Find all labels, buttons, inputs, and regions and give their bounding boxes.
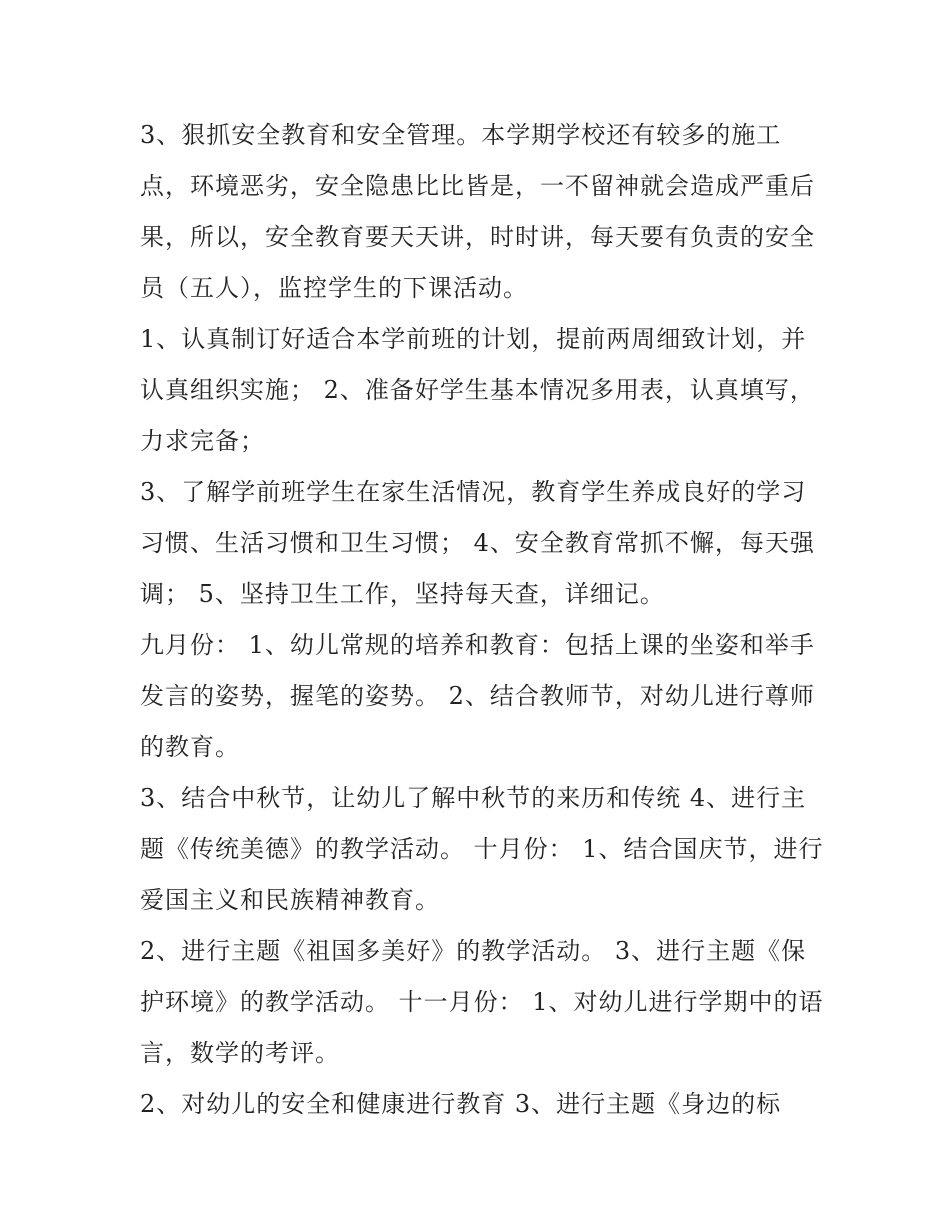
text-line: 言，数学的考评。: [140, 1039, 340, 1067]
text-line: 爱国主义和民族精神教育。: [140, 886, 440, 914]
text-line: 点，环境恶劣，安全隐患比比皆是，一不留神就会造成严重后: [140, 172, 815, 200]
text-line: 果，所以，安全教育要天天讲，时时讲，每天要有负责的安全: [140, 223, 815, 251]
text-line: 习惯、生活习惯和卫生习惯； 4、安全教育常抓不懈，每天强: [140, 529, 815, 557]
text-line: 认真组织实施； 2、准备好学生基本情况多用表，认真填写，: [140, 376, 815, 404]
text-line: 1、认真制订好适合本学前班的计划，提前两周细致计划，并: [140, 325, 807, 353]
text-line: 题《传统美德》的教学活动。 十月份： 1、结合国庆节，进行: [140, 835, 824, 863]
paragraph-november: [140, 926, 824, 1079]
text-line: 的教育。: [140, 733, 240, 761]
text-line: 九月份： 1、幼儿常规的培养和教育：包括上课的坐姿和举手: [140, 631, 815, 659]
text-line: 3、结合中秋节，让幼儿了解中秋节的来历和传统 4、进行主: [140, 784, 807, 812]
text-line: 护环境》的教学活动。 十一月份： 1、对幼儿进行学期中的语: [140, 988, 824, 1016]
text-line: 力求完备；: [140, 427, 265, 455]
paragraph-safety-health: [140, 1079, 820, 1130]
paragraph-student-habits: [140, 467, 820, 620]
text-line: 2、进行主题《祖国多美好》的教学活动。 3、进行主题《保: [140, 937, 807, 965]
text-line: 发言的姿势，握笔的姿势。 2、结合教师节，对幼儿进行尊师: [140, 682, 815, 710]
text-line: 3、狠抓安全教育和安全管理。本学期学校还有较多的施工: [140, 121, 782, 149]
text-line: 调； 5、坚持卫生工作，坚持每天查，详细记。: [140, 580, 665, 608]
document-body: [140, 110, 824, 1130]
text-line: 员（五人），监控学生的下课活动。: [140, 274, 528, 302]
paragraph-september: [140, 620, 820, 773]
text-line: 3、了解学前班学生在家生活情况，教育学生养成良好的学习: [140, 478, 807, 506]
text-line: 2、对幼儿的安全和健康进行教育 3、进行主题《身边的标: [140, 1090, 782, 1118]
paragraph-safety-management: [140, 110, 820, 314]
paragraph-plan-making: [140, 314, 820, 467]
paragraph-mid-autumn-october: [140, 773, 824, 926]
